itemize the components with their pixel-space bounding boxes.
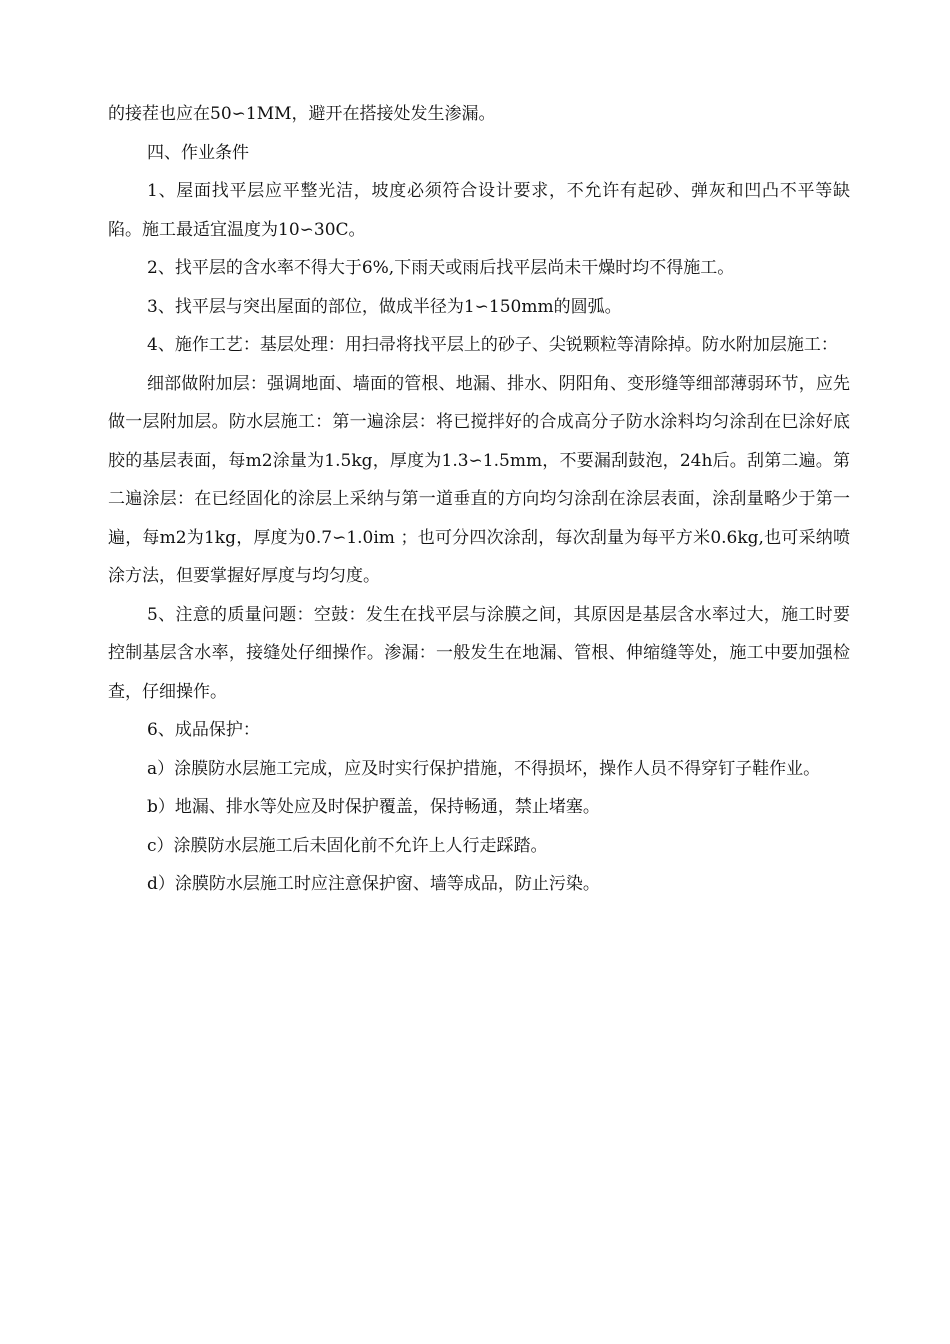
paragraph-protection-c: c）涂膜防水层施工后未固化前不允许上人行走踩踏。: [147, 835, 548, 856]
paragraph-protection-d: d）涂膜防水层施工时应注意保护窗、墙等成品，防止污染。: [147, 874, 600, 894]
paragraph-item-3: 3、找平层与突出屋面的部位，做成半径为1∽150mm的圆弧。: [147, 296, 622, 317]
paragraph-item-6: 6、成品保护：: [147, 720, 260, 740]
paragraph-item-5: 5、注意的质量问题：空鼓：发生在找平层与涂膜之间，其原因是基层含水率过大，施工时要控制基层含水率，接缝处仔细操作。渗漏：一般发生在地漏、管根、伸缩缝等处，施工中要加强检查，仔细操作。: [108, 604, 850, 702]
paragraph-protection-b: b）地漏、排水等处应及时保护覆盖，保持畅通，禁止堵塞。: [147, 797, 600, 817]
paragraph-detail-layers: 细部做附加层：强调地面、墙面的管根、地漏、排水、阴阳角、变形缝等细部薄弱环节，应先做一层附加层。防水层施工：第一遍涂层：将已搅拌好的合成高分子防水涂料均匀涂刮在巳涂好底胶的基层表面，每m2涂量为1.5kg，厚度为1.3∽1.5mm，不要漏刮鼓泡，24h后。刮第二遍。第二遍涂层：在已经固化的涂层上采纳与第一道垂直的方向均匀涂刮在涂层表面，涂刮量略少于第一遍，每m2为1kg，厚度为0.7∽1.0im ；也可分四次涂刮，每次刮量为每平方米0.6kg,也可采纳喷涂方法，但要掌握好厚度与均匀度。: [108, 373, 850, 586]
paragraph-item-1: 1、屋面找平层应平整光洁，坡度必须符合设计要求，不允许有起砂、弹灰和凹凸不平等缺陷。施工最适宜温度为10∽30C。: [108, 181, 850, 240]
paragraph-continuation: 的接茬也应在50∽1MM，避开在搭接处发生渗漏。: [108, 104, 496, 124]
section-heading-work-conditions: 四、作业条件: [147, 142, 249, 163]
paragraph-protection-a: a）涂膜防水层施工完成，应及时实行保护措施，不得损坏，操作人员不得穿钉子鞋作业。: [147, 758, 821, 779]
paragraph-item-4: 4、施作工艺：基层处理：用扫帚将找平层上的砂子、尖锐颗粒等清除掉。防水附加层施工：: [147, 335, 838, 355]
paragraph-item-2: 2、找平层的含水率不得大于6%,下雨天或雨后找平层尚未干燥时均不得施工。: [147, 258, 735, 278]
document-body: [108, 95, 850, 904]
